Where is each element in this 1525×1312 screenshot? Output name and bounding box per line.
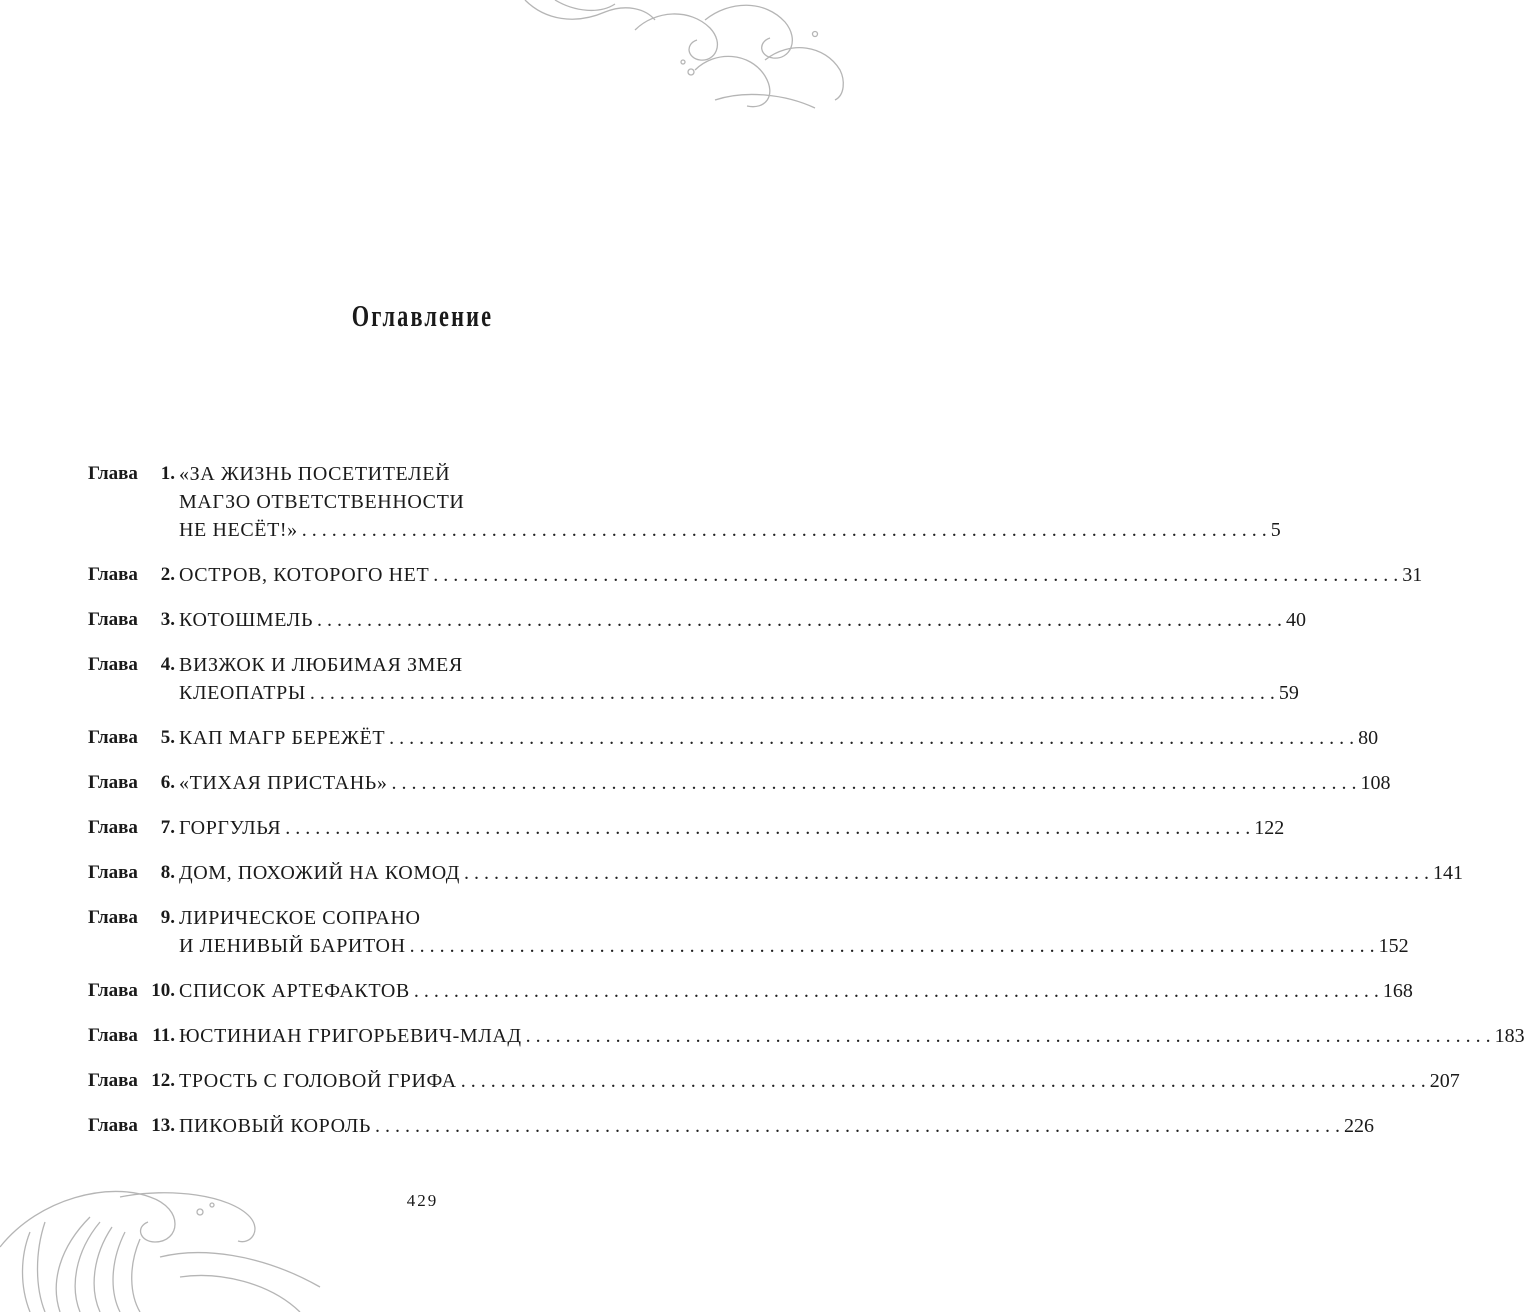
chapter-label: Глава — [88, 564, 138, 585]
toc-entry[interactable] — [88, 1112, 1374, 1140]
chapter-title: «ТИХАЯ ПРИСТАНЬ» — [179, 772, 388, 794]
chapter-title-line: «ЗА ЖИЗНЬ ПОСЕТИТЕЛЕЙ — [179, 463, 451, 485]
dot-leader — [433, 561, 1398, 589]
chapter-number: 8. — [160, 862, 175, 883]
chapter-title: КЛЕОПАТРЫ — [179, 682, 306, 704]
toc-entry[interactable] — [88, 651, 1299, 707]
toc-entry[interactable] — [88, 859, 1464, 887]
chapter-label: Глава — [88, 1115, 138, 1136]
chapter-title: НЕ НЕСЁТ!» — [179, 519, 298, 541]
chapter-number: 9. — [160, 907, 175, 928]
chapter-title: ПИКОВЫЙ КОРОЛЬ — [179, 1115, 371, 1137]
toc-entry[interactable] — [88, 977, 1413, 1005]
chapter-title: СПИСОК АРТЕФАКТОВ — [179, 980, 410, 1002]
chapter-number: 2. — [160, 564, 175, 585]
page-number: 429 — [406, 1191, 439, 1210]
chapter-title-line: ВИЗЖОК И ЛЮБИМАЯ ЗМЕЯ — [179, 654, 463, 676]
toc-entry[interactable] — [88, 814, 1285, 842]
chapter-title: ДОМ, ПОХОЖИЙ НА КОМОД — [179, 862, 461, 884]
chapter-page-number: 141 — [1433, 862, 1464, 884]
chapter-label: Глава — [88, 463, 138, 484]
toc-entry[interactable] — [88, 1067, 1460, 1095]
dot-leader — [391, 769, 1356, 797]
chapter-number: 1. — [160, 463, 175, 484]
chapter-page-number: 168 — [1382, 980, 1413, 1002]
chapter-page-number: 59 — [1278, 682, 1299, 704]
dot-leader — [285, 814, 1250, 842]
toc-entry[interactable] — [88, 460, 1281, 544]
chapter-label: Глава — [88, 654, 138, 675]
dot-leader — [464, 859, 1429, 887]
chapter-label: Глава — [88, 1070, 138, 1091]
chapter-number: 6. — [160, 772, 175, 793]
chapter-page-number: 108 — [1360, 772, 1391, 794]
chapter-page-number: 40 — [1286, 609, 1307, 631]
chapter-title: КАП МАГР БЕРЕЖЁТ — [179, 727, 386, 749]
dot-leader — [375, 1112, 1340, 1140]
dot-leader — [317, 606, 1282, 634]
chapter-title-line: ЛИРИЧЕСКОЕ СОПРАНО — [179, 907, 421, 929]
chapter-label: Глава — [88, 609, 138, 630]
chapter-number: 5. — [160, 727, 175, 748]
toc-entry[interactable] — [88, 724, 1379, 752]
toc-entry[interactable] — [88, 769, 1391, 797]
chapter-label: Глава — [88, 817, 138, 838]
toc-entry[interactable] — [88, 904, 1409, 960]
page-title: Оглавление — [351, 298, 494, 333]
chapter-title: КОТОШМЕЛЬ — [179, 609, 314, 631]
chapter-number: 10. — [151, 980, 175, 1001]
chapter-number: 3. — [160, 609, 175, 630]
chapter-title: ОСТРОВ, КОТОРОГО НЕТ — [179, 564, 430, 586]
dot-leader — [410, 932, 1375, 960]
chapter-title: ЮСТИНИАН ГРИГОРЬЕВИЧ-МЛАД — [179, 1025, 522, 1047]
toc-entry[interactable] — [88, 606, 1307, 634]
chapter-number: 11. — [152, 1025, 175, 1046]
dot-leader — [389, 724, 1354, 752]
chapter-label: Глава — [88, 980, 138, 1001]
dot-leader — [302, 516, 1267, 544]
toc-entry[interactable] — [88, 1022, 1525, 1050]
chapter-page-number: 122 — [1254, 817, 1285, 839]
chapter-label: Глава — [88, 862, 138, 883]
chapter-number: 4. — [160, 654, 175, 675]
dot-leader — [461, 1067, 1426, 1095]
chapter-number: 13. — [151, 1115, 175, 1136]
wave-ornament-top-icon — [515, 0, 845, 112]
chapter-label: Глава — [88, 907, 138, 928]
chapter-page-number: 183 — [1494, 1025, 1525, 1047]
chapter-page-number: 5 — [1270, 519, 1281, 541]
chapter-number: 7. — [160, 817, 175, 838]
chapter-title-line: МАГЗО ОТВЕТСТВЕННОСТИ — [179, 491, 465, 513]
chapter-page-number: 226 — [1343, 1115, 1374, 1137]
chapter-number: 12. — [151, 1070, 175, 1091]
chapter-page-number: 31 — [1402, 564, 1423, 586]
table-of-contents — [88, 460, 1525, 1140]
dot-leader — [526, 1022, 1491, 1050]
chapter-title: ГОРГУЛЬЯ — [179, 817, 282, 839]
chapter-page-number: 80 — [1358, 727, 1379, 749]
chapter-label: Глава — [88, 727, 138, 748]
chapter-label: Глава — [88, 772, 138, 793]
chapter-page-number: 152 — [1378, 935, 1409, 957]
chapter-title: И ЛЕНИВЫЙ БАРИТОН — [179, 935, 406, 957]
dot-leader — [414, 977, 1379, 1005]
chapter-label: Глава — [88, 1025, 138, 1046]
toc-entry[interactable] — [88, 561, 1423, 589]
chapter-title: ТРОСТЬ С ГОЛОВОЙ ГРИФА — [179, 1070, 457, 1092]
dot-leader — [310, 679, 1275, 707]
chapter-page-number: 207 — [1429, 1070, 1460, 1092]
